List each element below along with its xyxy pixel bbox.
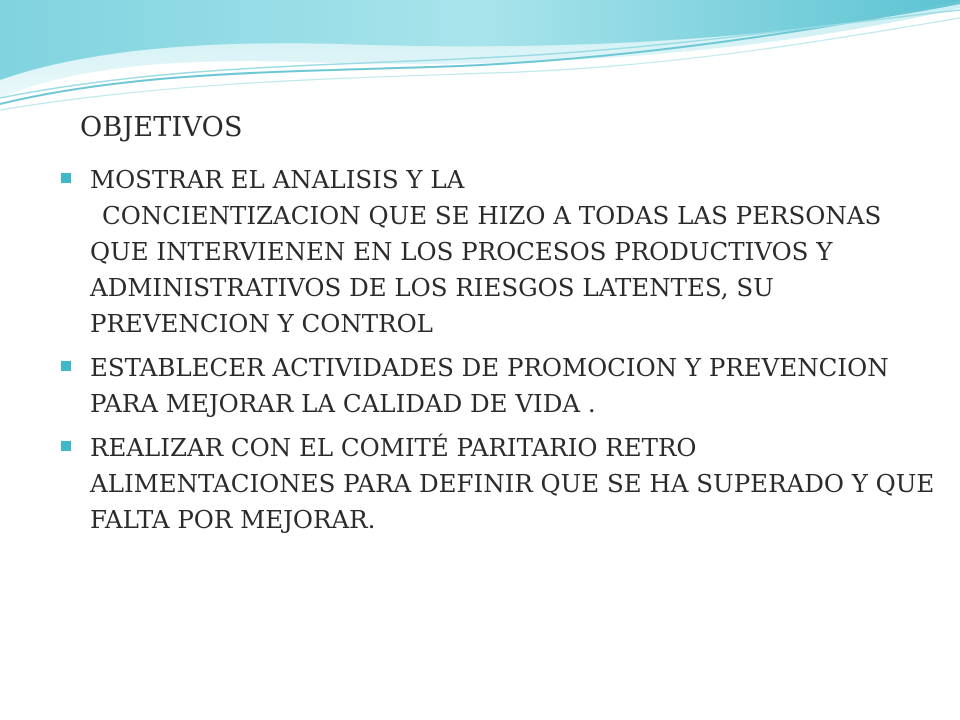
wave-band-main bbox=[0, 0, 960, 80]
bullet-1-continuation: CONCIENTIZACION QUE SE HIZO A TODAS LAS PERSONAS QUE INTERVIENEN EN LOS PROCESOS PRODUCTIVOS Y ADMINISTRATIVOS DE LOS RIESGOS LATENTES, SU PREVENCION Y CONTROL bbox=[90, 201, 882, 338]
bullet-3-text: REALIZAR CON EL COMITÉ PARITARIO RETRO ALIMENTACIONES PARA DEFINIR QUE SE HA SUPERADO Y QUE FALTA POR MEJORAR. bbox=[90, 433, 935, 534]
bullet-list bbox=[56, 162, 936, 538]
header-wave-decoration bbox=[0, 0, 960, 120]
bullet-2-text: ESTABLECER ACTIVIDADES DE PROMOCION Y PREVENCION PARA MEJORAR LA CALIDAD DE VIDA . bbox=[90, 353, 889, 418]
bullet-item-3 bbox=[56, 430, 936, 538]
slide-title: OBJETIVOS bbox=[80, 112, 243, 143]
square-bullet-icon bbox=[61, 173, 71, 183]
square-bullet-icon bbox=[61, 361, 71, 371]
bullet-1-first-line: MOSTRAR EL ANALISIS Y LA bbox=[90, 165, 465, 194]
square-bullet-icon bbox=[61, 441, 71, 451]
bullet-item-2 bbox=[56, 350, 936, 422]
bullet-item-1 bbox=[56, 162, 936, 342]
